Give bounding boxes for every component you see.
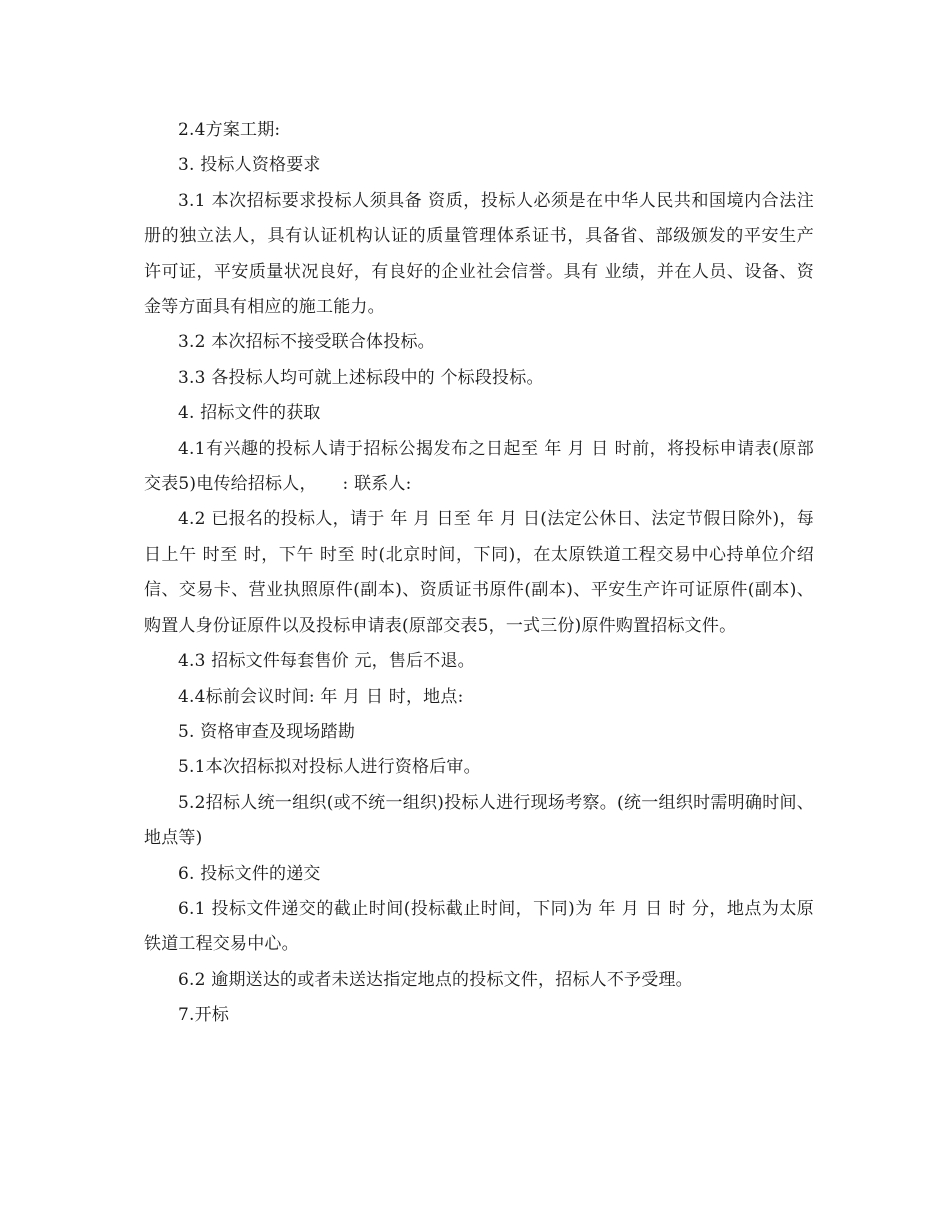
paragraph-6-1-deadline: 6.1 投标文件递交的截止时间(投标截止时间，下同)为 年 月 日 时 分，地点为太原铁道工程交易中心。: [144, 898, 814, 955]
heading-7-bid-opening: 7.开标: [178, 1005, 230, 1026]
paragraph-3-3-lots: 3.3 各投标人均可就上述标段中的 个标段投标。: [178, 367, 544, 388]
paragraph-3-1-qualification: 3.1 本次招标要求投标人须具备 资质，投标人必须是在中华人民共和国境内合法注册的独立法人，具有认证机构认证的质量管理体系证书，具备省、部级颁发的平安生产许可证，平安质量状况良好，有良好的企业社会信誉。具有 业绩，并在人员、设备、资金等方面具有相应的施工能力。: [144, 190, 814, 318]
paragraph-4-4-meeting: 4.4标前会议时间: 年 月 日 时，地点:: [178, 686, 464, 707]
paragraph-5-1-post-review: 5.1本次招标拟对投标人进行资格后审。: [178, 757, 481, 778]
paragraph-5-2-site-visit: 5.2招标人统一组织(或不统一组织)投标人进行现场考察。(统一组织时需明确时间、地点等): [144, 792, 814, 849]
paragraph-2-4-schedule: 2.4方案工期:: [178, 120, 281, 140]
heading-4-obtaining-documents: 4. 招标文件的获取: [178, 403, 321, 424]
paragraph-4-2-purchase: 4.2 已报名的投标人，请于 年 月 日至 年 月 日(法定公休日、法定节假日除外)，每日上午 时至 时，下午 时至 时(北京时间，下同)，在太原铁道工程交易中心持单位介绍信、交易卡、营业执照原件(副本)、资质证书原件(副本)、平安生产许可证原件(副本)、购置人身份证原件以及投标申请表(原部交表5，一式三份)原件购置招标文件。: [144, 509, 814, 636]
heading-5-review-site-visit: 5. 资格审查及现场踏勘: [178, 721, 356, 742]
paragraph-3-2-no-consortium: 3.2 本次招标不接受联合体投标。: [178, 332, 435, 353]
document-body: [144, 113, 814, 1034]
paragraph-4-3-price: 4.3 招标文件每套售价 元，售后不退。: [178, 651, 475, 672]
paragraph-6-2-late-rejection: 6.2 逾期送达的或者未送达指定地点的投标文件，招标人不予受理。: [178, 969, 693, 990]
heading-3-bidder-qualification: 3. 投标人资格要求: [178, 155, 321, 176]
paragraph-4-1-application: 4.1有兴趣的投标人请于招标公揭发布之日起至 年 月 日 时前，将投标申请表(原部交表5)电传给招标人， : 联系人:: [144, 438, 814, 495]
heading-6-submission: 6. 投标文件的递交: [178, 863, 321, 884]
